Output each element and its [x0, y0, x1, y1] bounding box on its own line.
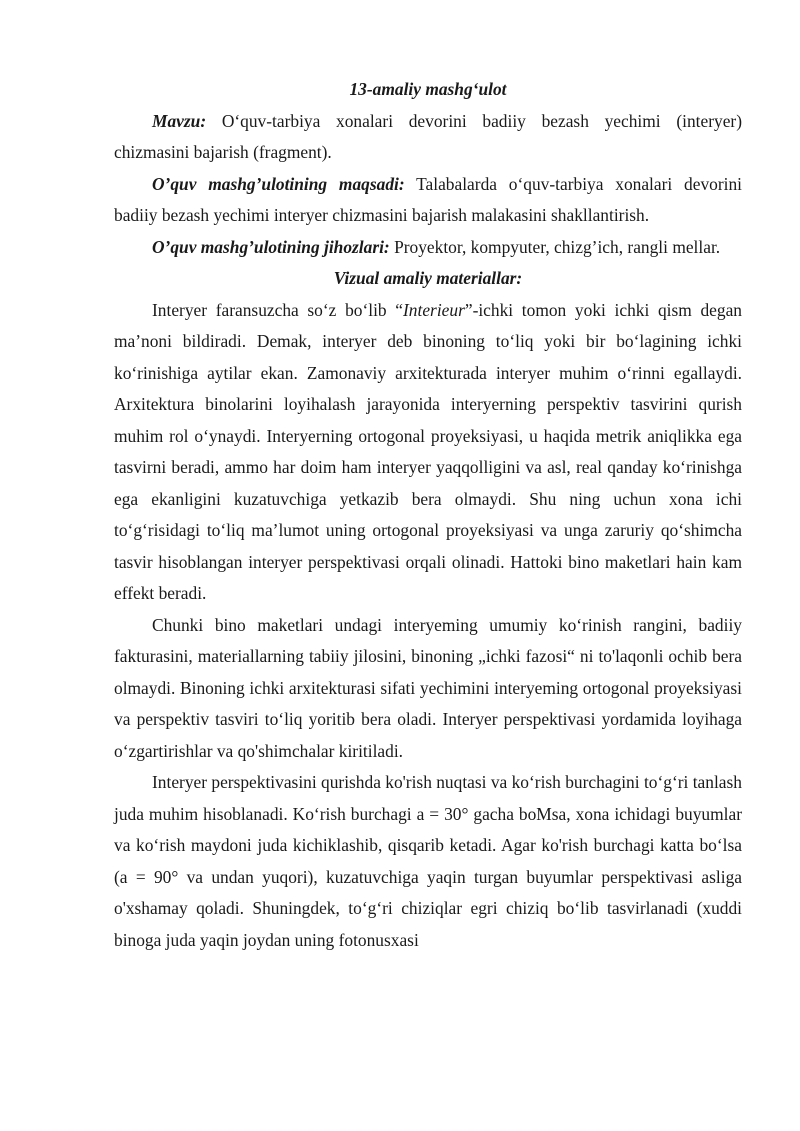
body-paragraph-2: Chunki bino maketlari undagi interyeming umumiy ko‘rinish rangini, badiiy fakturasini, materiallarning tabiiy jilosini, binoning „ichki fazosi“ ni to'laqonli ochib bera olmaydi. Binoning ichki arxitekturasi sifati yechimini interyeming ortogonal proyeksiyasi va perspektiv tasviri to‘liq yoritib bera oladi. Interyer perspektivasi yordamida loyihaga o‘zgartirishlar va qo'shimchalar kiritiladi. [114, 614, 742, 761]
topic-paragraph [114, 106, 742, 169]
equipment-label: O’quv mashg’ulotining jihozlari: [152, 236, 390, 257]
topic-label: Mavzu: [152, 110, 207, 131]
goal-text: Talabalarda o‘quv-tarbiya xonalari devorini badiiy bezash yechimi interyer chizmasini bajarish malakasini shakllantirish. [114, 173, 742, 225]
paragraph-1-term: Interieur [403, 299, 465, 320]
equipment-text: Proyektor, kompyuter, chizg’ich, rangli mellar. [389, 236, 721, 257]
topic-text: O‘quv-tarbiya xonalari devorini badiiy bezash yechimi (interyer) chizmasini bajarish (fragment). [114, 110, 742, 162]
body-paragraph-1 [114, 295, 742, 610]
goal-paragraph [114, 169, 742, 232]
paragraph-1-start: Interyer faransuzcha so‘z bo‘lib “ [152, 299, 404, 320]
document-page [114, 74, 742, 956]
section-subtitle: Vizual amaliy materiallar: [333, 268, 523, 288]
goal-label: O’quv mashg’ulotining maqsadi: [152, 173, 405, 194]
equipment-paragraph [114, 232, 742, 264]
body-paragraph-3: Interyer perspektivasini qurishda ko'rish nuqtasi va ko‘rish burchagini to‘g‘ri tanlash juda muhim hisoblanadi. Ko‘rish burchagi a = 30° gacha boMsa, xona ichidagi buyumlar va ko‘rish maydoni juda kichiklashib, qisqarib ketadi. Agar ko'rish burchagi katta bo‘lsa (a = 90° va undan yuqori), kuzatuvchiga yaqin turgan buyumlar perspektivasi asliga o'xshamay qoladi. Shuningdek, to‘g‘ri chiziqlar egri chiziq bo‘lib tasvirlanadi (xuddi binoga juda yaqin joydan uning fotonusxasi [114, 772, 742, 950]
paragraph-1-rest: ”-ichki tomon yoki ichki qism degan ma’noni bildiradi. Demak, interyer deb binoning to‘liq yoki bir bo‘lagining ichki ko‘rinishiga aytilar ekan. Zamonaviy arxitekturada interyer muhim o‘rinni egallaydi. Arxitektura binolarini loyihalash jarayonida interyerning perspektiv tasvirini qurish muhim rol o‘ynaydi. Interyerning ortogonal proyeksiyasi, u haqida metrik aniqlikka ega tasvirni beradi, ammo har doim ham interyer yaqqolligini va asl, real qanday ko‘rinishga ega ekanligini kuzatuvchiga yetkazib bera olmaydi. Shu ning uchun xona ichi to‘g‘risidagi to‘liq ma’lumot uning ortogonal proyeksiyasi va unga zaruriy qo‘shimcha tasvir hisoblangan interyer perspektivasi orqali olinadi. Hattoki bino maketlari hain kam effekt beradi. [114, 299, 742, 603]
document-title: 13-amaliy mashg‘ulot [349, 79, 507, 99]
